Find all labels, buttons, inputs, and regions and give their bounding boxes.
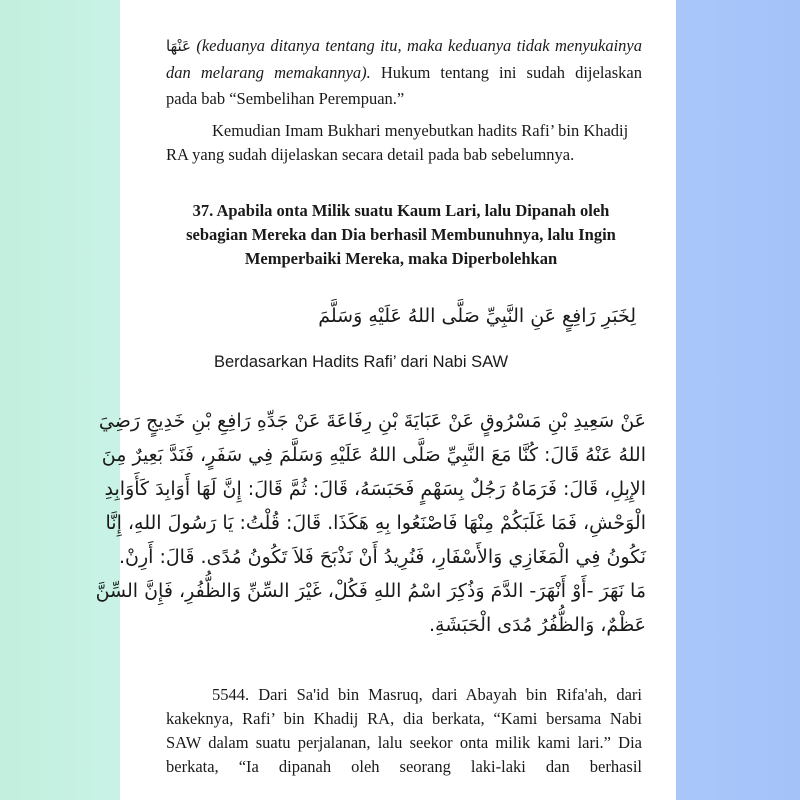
hadith-arabic-line-6: مَا نَهَرَ -أَوْ أَنْهَرَ- الدَّمَ وَذُكِرَ اسْمُ اللهِ فَكُلْ، غَيْرَ السِّنِّ وَالظُّفُرِ، فَإِنَّ السِّنَّ xyxy=(95,580,646,602)
hadith-arabic-line-7: عَظْمٌ، وَالظُّفُرُ مُدَى الْحَبَشَةِ. xyxy=(428,614,646,636)
italic-text: (keduanya ditanya tentang itu, maka keduanya tidak menyukainya xyxy=(196,36,642,55)
italic-text: dan melarang memakannya). xyxy=(166,63,371,82)
arabic-inline-word: عَنْهَا xyxy=(166,37,191,55)
subtitle-translation: Berdasarkan Hadits Rafi’ dari Nabi SAW xyxy=(214,353,509,371)
top-paragraph-line-1 xyxy=(166,34,642,58)
second-paragraph-line-2: RA yang sudah dijelaskan secara detail pada bab sebelumnya. xyxy=(166,145,575,164)
top-paragraph-line-3: pada bab “Sembelihan Perempuan.” xyxy=(166,89,405,108)
chapter-heading-line-2: sebagian Mereka dan Dia berhasil Membunuhnya, lalu Ingin xyxy=(186,225,616,244)
chapter-heading-line-3: Memperbaiki Mereka, maka Diperbolehkan xyxy=(244,249,558,268)
translation-line-3: SAW dalam suatu perjalanan, lalu seekor onta milik kami lari.” Dia xyxy=(166,733,642,752)
chapter-heading-line-1: 37. Apabila onta Milik suatu Kaum Lari, lalu Dipanah oleh xyxy=(192,201,610,220)
translation-line-4: berkata, “Ia dipanah oleh seorang laki-laki dan berhasil xyxy=(166,757,642,776)
arabic-subtitle: لِخَبَرِ رَافِعٍ عَنِ النَّبِيِّ صَلَّى اللهُ عَلَيْهِ وَسَلَّمَ xyxy=(318,305,636,327)
hadith-arabic-line-5: نَكُونُ فِي الْمَغَازِي وَالأَسْفَارِ، فَنُرِيدُ أَنْ نَذْبَحَ فَلاَ تَكُونُ مُدًى. قَالَ: أَرِنْ. xyxy=(118,546,646,568)
hadith-arabic-line-2: اللهُ عَنْهُ قَالَ: كُنَّا مَعَ النَّبِيِّ صَلَّى اللهُ عَلَيْهِ وَسَلَّمَ فِي سَفَرٍ، فَنَدَّ بَعِيرٌ مِنَ xyxy=(101,444,646,466)
translation-line-1: 5544. Dari Sa'id bin Masruq, dari Abayah bin Rifa'ah, dari xyxy=(212,685,642,704)
second-paragraph-line-1: Kemudian Imam Bukhari menyebutkan hadits Rafi’ bin Khadij xyxy=(212,121,629,140)
hadith-arabic-line-4: الْوَحْشِ، فَمَا غَلَبَكُمْ مِنْهَا فَاصْنَعُوا بِهِ هَكَذَا. قَالَ: قُلْتُ: يَا رَسُولَ اللهِ، إِنَّا xyxy=(105,512,646,534)
translation-line-2: kakeknya, Rafi’ bin Khadij RA, dia berkata, “Kami bersama Nabi xyxy=(166,709,642,728)
paragraph-text: Hukum tentang ini sudah dijelaskan xyxy=(370,63,642,82)
top-paragraph-line-2 xyxy=(166,61,642,85)
hadith-arabic-line-1: عَنْ سَعِيدِ بْنِ مَسْرُوقٍ عَنْ عَبَايَةَ بْنِ رِفَاعَةَ عَنْ جَدِّهِ رَافِعِ بْنِ خَدِيجٍ رَضِيَ xyxy=(98,410,646,432)
hadith-arabic-line-3: الإِبِلِ، قَالَ: فَرَمَاهُ رَجُلٌ بِسَهْمٍ فَحَبَسَهُ، قَالَ: ثُمَّ قَالَ: إِنَّ لَهَا أَوَابِدَ كَأَوَابِدِ xyxy=(104,478,646,500)
book-page xyxy=(95,0,676,800)
